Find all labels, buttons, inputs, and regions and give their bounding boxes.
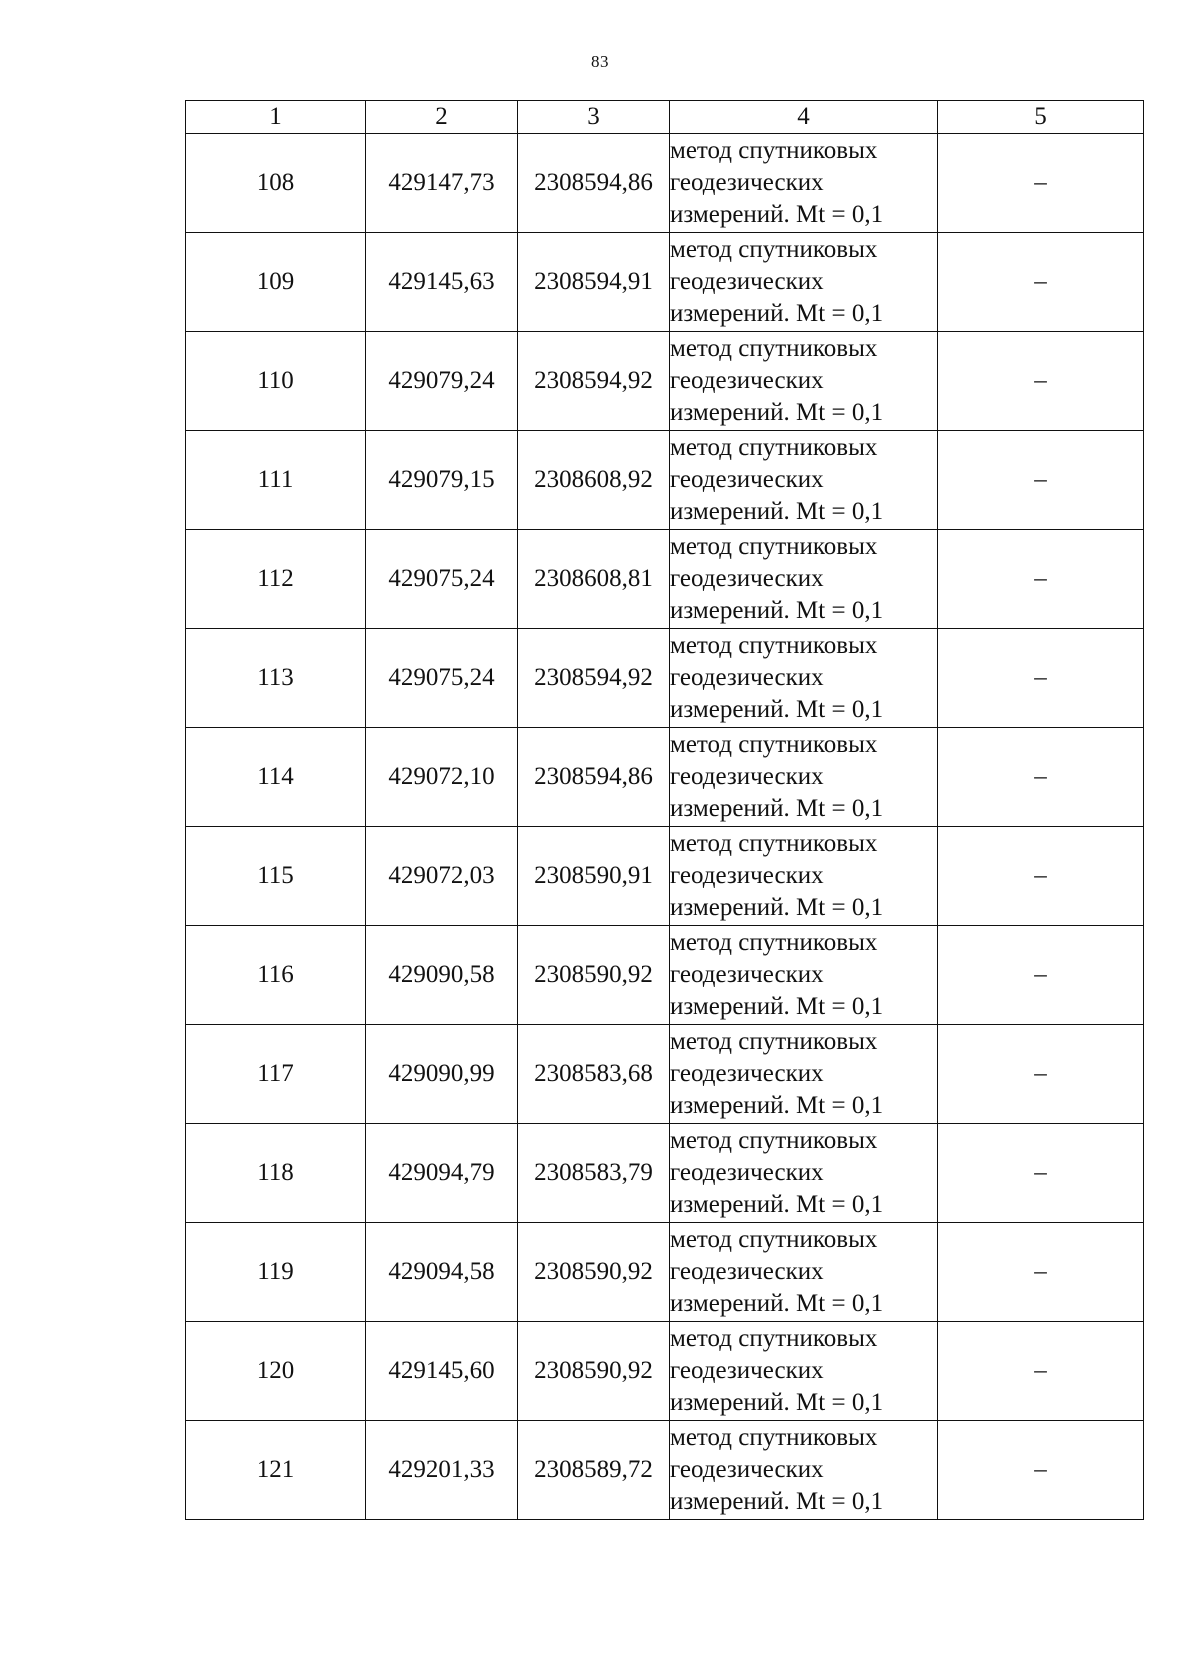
method-line: измерений. Mt = 0,1 xyxy=(670,1191,884,1218)
column-header-5: 5 xyxy=(938,101,1144,134)
method-line: геодезических xyxy=(670,169,824,196)
column-5-cell: – xyxy=(938,530,1144,629)
table-row xyxy=(186,1223,1144,1322)
method-cell xyxy=(670,233,938,332)
column-5-cell: – xyxy=(938,1223,1144,1322)
x-coordinate-cell: 429094,79 xyxy=(366,1124,518,1223)
coordinates-table xyxy=(185,100,1144,1520)
method-line: метод спутниковых xyxy=(670,1226,878,1253)
method-line: метод спутниковых xyxy=(670,1028,878,1055)
page-number: 83 xyxy=(591,52,609,71)
column-5-cell: – xyxy=(938,926,1144,1025)
table-row xyxy=(186,629,1144,728)
method-line: геодезических xyxy=(670,1159,824,1186)
y-coordinate-cell: 2308594,92 xyxy=(518,629,670,728)
point-number-cell: 119 xyxy=(186,1223,366,1322)
column-header-4: 4 xyxy=(670,101,938,134)
table-row xyxy=(186,431,1144,530)
method-line: измерений. Mt = 0,1 xyxy=(670,201,884,228)
table-body xyxy=(186,134,1144,1520)
y-coordinate-cell: 2308590,92 xyxy=(518,1322,670,1421)
method-line: геодезических xyxy=(670,1258,824,1285)
method-cell xyxy=(670,1223,938,1322)
x-coordinate-cell: 429079,24 xyxy=(366,332,518,431)
method-line: измерений. Mt = 0,1 xyxy=(670,300,884,327)
method-cell xyxy=(670,1124,938,1223)
method-line: геодезических xyxy=(670,763,824,790)
x-coordinate-cell: 429145,60 xyxy=(366,1322,518,1421)
x-coordinate-cell: 429147,73 xyxy=(366,134,518,233)
point-number-cell: 117 xyxy=(186,1025,366,1124)
method-line: измерений. Mt = 0,1 xyxy=(670,1290,884,1317)
table-row xyxy=(186,1421,1144,1520)
method-line: метод спутниковых xyxy=(670,929,878,956)
method-line: геодезических xyxy=(670,367,824,394)
column-header-2: 2 xyxy=(366,101,518,134)
x-coordinate-cell: 429145,63 xyxy=(366,233,518,332)
method-line: геодезических xyxy=(670,466,824,493)
method-line: измерений. Mt = 0,1 xyxy=(670,399,884,426)
y-coordinate-cell: 2308583,68 xyxy=(518,1025,670,1124)
method-line: измерений. Mt = 0,1 xyxy=(670,795,884,822)
column-5-cell: – xyxy=(938,431,1144,530)
x-coordinate-cell: 429072,10 xyxy=(366,728,518,827)
method-line: геодезических xyxy=(670,1357,824,1384)
column-5-cell: – xyxy=(938,1124,1144,1223)
x-coordinate-cell: 429201,33 xyxy=(366,1421,518,1520)
method-line: геодезических xyxy=(670,1060,824,1087)
y-coordinate-cell: 2308608,92 xyxy=(518,431,670,530)
method-line: метод спутниковых xyxy=(670,731,878,758)
y-coordinate-cell: 2308594,86 xyxy=(518,134,670,233)
point-number-cell: 114 xyxy=(186,728,366,827)
method-line: геодезических xyxy=(670,565,824,592)
column-5-cell: – xyxy=(938,233,1144,332)
x-coordinate-cell: 429090,58 xyxy=(366,926,518,1025)
table-row xyxy=(186,332,1144,431)
method-line: измерений. Mt = 0,1 xyxy=(670,696,884,723)
y-coordinate-cell: 2308590,92 xyxy=(518,926,670,1025)
column-5-cell: – xyxy=(938,134,1144,233)
method-cell xyxy=(670,332,938,431)
y-coordinate-cell: 2308594,91 xyxy=(518,233,670,332)
point-number-cell: 110 xyxy=(186,332,366,431)
table-row xyxy=(186,233,1144,332)
method-line: метод спутниковых xyxy=(670,632,878,659)
method-cell xyxy=(670,134,938,233)
method-line: метод спутниковых xyxy=(670,830,878,857)
method-line: метод спутниковых xyxy=(670,1127,878,1154)
method-cell xyxy=(670,1421,938,1520)
y-coordinate-cell: 2308583,79 xyxy=(518,1124,670,1223)
y-coordinate-cell: 2308608,81 xyxy=(518,530,670,629)
point-number-cell: 112 xyxy=(186,530,366,629)
column-5-cell: – xyxy=(938,728,1144,827)
point-number-cell: 111 xyxy=(186,431,366,530)
method-line: измерений. Mt = 0,1 xyxy=(670,1389,884,1416)
y-coordinate-cell: 2308594,92 xyxy=(518,332,670,431)
method-cell xyxy=(670,431,938,530)
table-row xyxy=(186,134,1144,233)
x-coordinate-cell: 429094,58 xyxy=(366,1223,518,1322)
x-coordinate-cell: 429090,99 xyxy=(366,1025,518,1124)
method-line: геодезических xyxy=(670,961,824,988)
point-number-cell: 116 xyxy=(186,926,366,1025)
y-coordinate-cell: 2308590,91 xyxy=(518,827,670,926)
method-cell xyxy=(670,1322,938,1421)
table-row xyxy=(186,728,1144,827)
method-cell xyxy=(670,530,938,629)
x-coordinate-cell: 429075,24 xyxy=(366,629,518,728)
column-header-1: 1 xyxy=(186,101,366,134)
y-coordinate-cell: 2308594,86 xyxy=(518,728,670,827)
x-coordinate-cell: 429079,15 xyxy=(366,431,518,530)
method-line: метод спутниковых xyxy=(670,1424,878,1451)
method-cell xyxy=(670,1025,938,1124)
method-cell xyxy=(670,926,938,1025)
method-line: метод спутниковых xyxy=(670,533,878,560)
point-number-cell: 109 xyxy=(186,233,366,332)
x-coordinate-cell: 429075,24 xyxy=(366,530,518,629)
method-line: геодезических xyxy=(670,268,824,295)
method-cell xyxy=(670,629,938,728)
y-coordinate-cell: 2308590,92 xyxy=(518,1223,670,1322)
method-line: метод спутниковых xyxy=(670,236,878,263)
method-line: геодезических xyxy=(670,1456,824,1483)
method-line: измерений. Mt = 0,1 xyxy=(670,894,884,921)
point-number-cell: 121 xyxy=(186,1421,366,1520)
method-line: измерений. Mt = 0,1 xyxy=(670,498,884,525)
y-coordinate-cell: 2308589,72 xyxy=(518,1421,670,1520)
table-row xyxy=(186,1025,1144,1124)
method-line: метод спутниковых xyxy=(670,434,878,461)
method-cell xyxy=(670,827,938,926)
point-number-cell: 108 xyxy=(186,134,366,233)
table-row xyxy=(186,530,1144,629)
column-5-cell: – xyxy=(938,1421,1144,1520)
column-5-cell: – xyxy=(938,1322,1144,1421)
point-number-cell: 120 xyxy=(186,1322,366,1421)
method-line: метод спутниковых xyxy=(670,137,878,164)
method-line: измерений. Mt = 0,1 xyxy=(670,993,884,1020)
table-row xyxy=(186,926,1144,1025)
x-coordinate-cell: 429072,03 xyxy=(366,827,518,926)
point-number-cell: 118 xyxy=(186,1124,366,1223)
column-5-cell: – xyxy=(938,827,1144,926)
column-5-cell: – xyxy=(938,332,1144,431)
point-number-cell: 115 xyxy=(186,827,366,926)
method-line: измерений. Mt = 0,1 xyxy=(670,597,884,624)
method-line: метод спутниковых xyxy=(670,1325,878,1352)
method-line: геодезических xyxy=(670,862,824,889)
table-row xyxy=(186,1124,1144,1223)
column-5-cell: – xyxy=(938,629,1144,728)
method-line: метод спутниковых xyxy=(670,335,878,362)
header-row xyxy=(186,101,1144,134)
method-line: геодезических xyxy=(670,664,824,691)
table-row xyxy=(186,827,1144,926)
method-line: измерений. Mt = 0,1 xyxy=(670,1092,884,1119)
method-cell xyxy=(670,728,938,827)
method-line: измерений. Mt = 0,1 xyxy=(670,1488,884,1515)
table-row xyxy=(186,1322,1144,1421)
column-header-3: 3 xyxy=(518,101,670,134)
column-5-cell: – xyxy=(938,1025,1144,1124)
point-number-cell: 113 xyxy=(186,629,366,728)
